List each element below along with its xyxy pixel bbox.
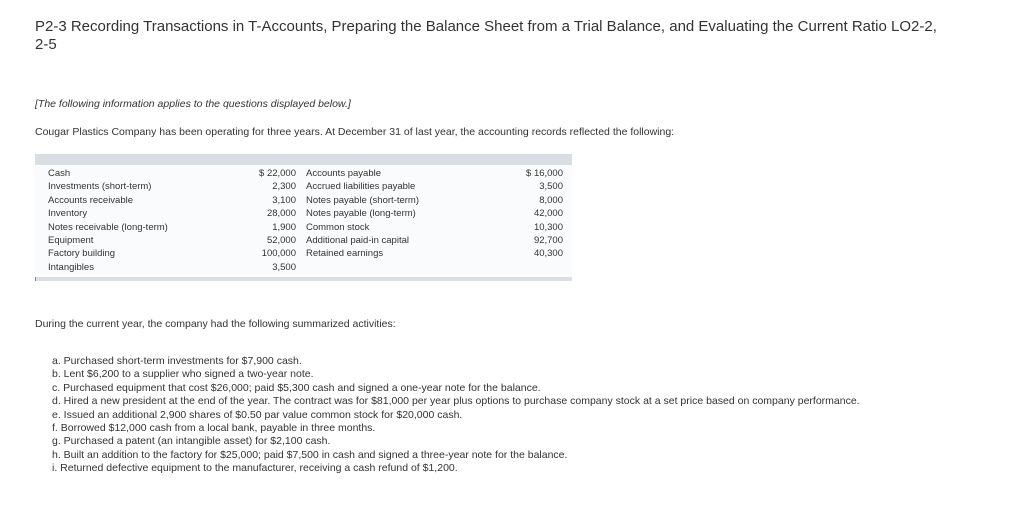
table-footer-bar bbox=[35, 277, 572, 281]
activity-item: d. Hired a new president at the end of the year. The contract was for $81,000 per year plus options to purchase company stock at a set price based on company performance. bbox=[52, 395, 860, 408]
liability-value: 92,700 bbox=[533, 234, 563, 246]
table-row bbox=[35, 180, 572, 193]
asset-value: $ 22,000 bbox=[259, 168, 296, 179]
asset-name: Accounts receivable bbox=[48, 194, 134, 206]
during-text: During the current year, the company had the following summarized activities: bbox=[35, 318, 396, 330]
liability-name: Retained earnings bbox=[306, 248, 384, 260]
asset-name: Equipment bbox=[48, 234, 94, 246]
liability-name: Additional paid-in capital bbox=[306, 234, 409, 246]
asset-name: Inventory bbox=[48, 208, 88, 220]
liability-name: Accrued liabilities payable bbox=[306, 181, 416, 193]
liability-name: Notes payable (short-term) bbox=[306, 194, 419, 206]
title-line-1: P2-3 Recording Transactions in T-Accounts, Preparing the Balance Sheet from a Trial Balance, and Evaluating the Current Ratio LO2-2, bbox=[35, 18, 937, 35]
asset-value: 52,000 bbox=[266, 234, 296, 246]
asset-name: Notes receivable (long-term) bbox=[48, 221, 168, 233]
liability-name bbox=[296, 261, 476, 274]
asset-name: Factory building bbox=[48, 248, 116, 260]
liability-name: Notes payable (long-term) bbox=[306, 208, 416, 220]
title-line-2: 2-5 bbox=[35, 36, 57, 53]
asset-value: 3,100 bbox=[272, 194, 296, 206]
asset-name: Cash bbox=[48, 168, 71, 179]
activity-item: b. Lent $6,200 to a supplier who signed a two-year note. bbox=[52, 368, 314, 381]
liability-value: 42,000 bbox=[533, 208, 563, 220]
activity-item: h. Built an addition to the factory for $25,000; paid $7,500 in cash and signed a three-year note for the balance. bbox=[52, 448, 568, 461]
liability-value: 40,300 bbox=[533, 248, 563, 260]
activity-item: e. Issued an additional 2,900 shares of $0.50 par value common stock for $20,000 cash. bbox=[52, 408, 463, 421]
asset-value: 28,000 bbox=[266, 208, 296, 220]
activities-list bbox=[52, 355, 860, 476]
activity-item: c. Purchased equipment that cost $26,000; paid $5,300 cash and signed a one-year note for the balance. bbox=[52, 381, 541, 394]
asset-value: 100,000 bbox=[261, 248, 296, 260]
table-row bbox=[35, 167, 572, 180]
table-row bbox=[35, 207, 572, 220]
activity-item: g. Purchased a patent (an intangible asset) for $2,100 cash. bbox=[52, 435, 331, 448]
liability-name: Common stock bbox=[306, 221, 370, 233]
trial-balance-table bbox=[35, 154, 572, 281]
liability-name: Accounts payable bbox=[306, 168, 381, 179]
liability-value bbox=[476, 261, 563, 274]
table-row bbox=[35, 194, 572, 207]
table-body bbox=[35, 165, 572, 274]
liability-value: 8,000 bbox=[539, 194, 563, 206]
activity-item: f. Borrowed $12,000 cash from a local bank, payable in three months. bbox=[52, 421, 376, 434]
table-header-bar bbox=[35, 154, 572, 165]
asset-name: Intangibles bbox=[48, 261, 94, 273]
asset-value: 1,900 bbox=[272, 221, 296, 233]
liability-value: 3,500 bbox=[539, 181, 563, 193]
table-row bbox=[35, 247, 572, 260]
problem-title bbox=[35, 18, 1024, 54]
table-row bbox=[35, 221, 572, 234]
asset-value: 3,500 bbox=[272, 261, 296, 273]
asset-value: 2,300 bbox=[272, 181, 296, 193]
liability-value: 10,300 bbox=[533, 221, 563, 233]
liability-value: $ 16,000 bbox=[526, 168, 563, 179]
table-row bbox=[35, 261, 572, 274]
table-row bbox=[35, 234, 572, 247]
info-note: [The following information applies to the questions displayed below.] bbox=[35, 98, 351, 110]
asset-name: Investments (short-term) bbox=[48, 181, 152, 193]
activity-item: i. Returned defective equipment to the manufacturer, receiving a cash refund of $1,200. bbox=[52, 462, 458, 475]
activity-item: a. Purchased short-term investments for $7,900 cash. bbox=[52, 355, 302, 367]
intro-text: Cougar Plastics Company has been operating for three years. At December 31 of last year, the accounting records reflected the following: bbox=[35, 126, 675, 138]
